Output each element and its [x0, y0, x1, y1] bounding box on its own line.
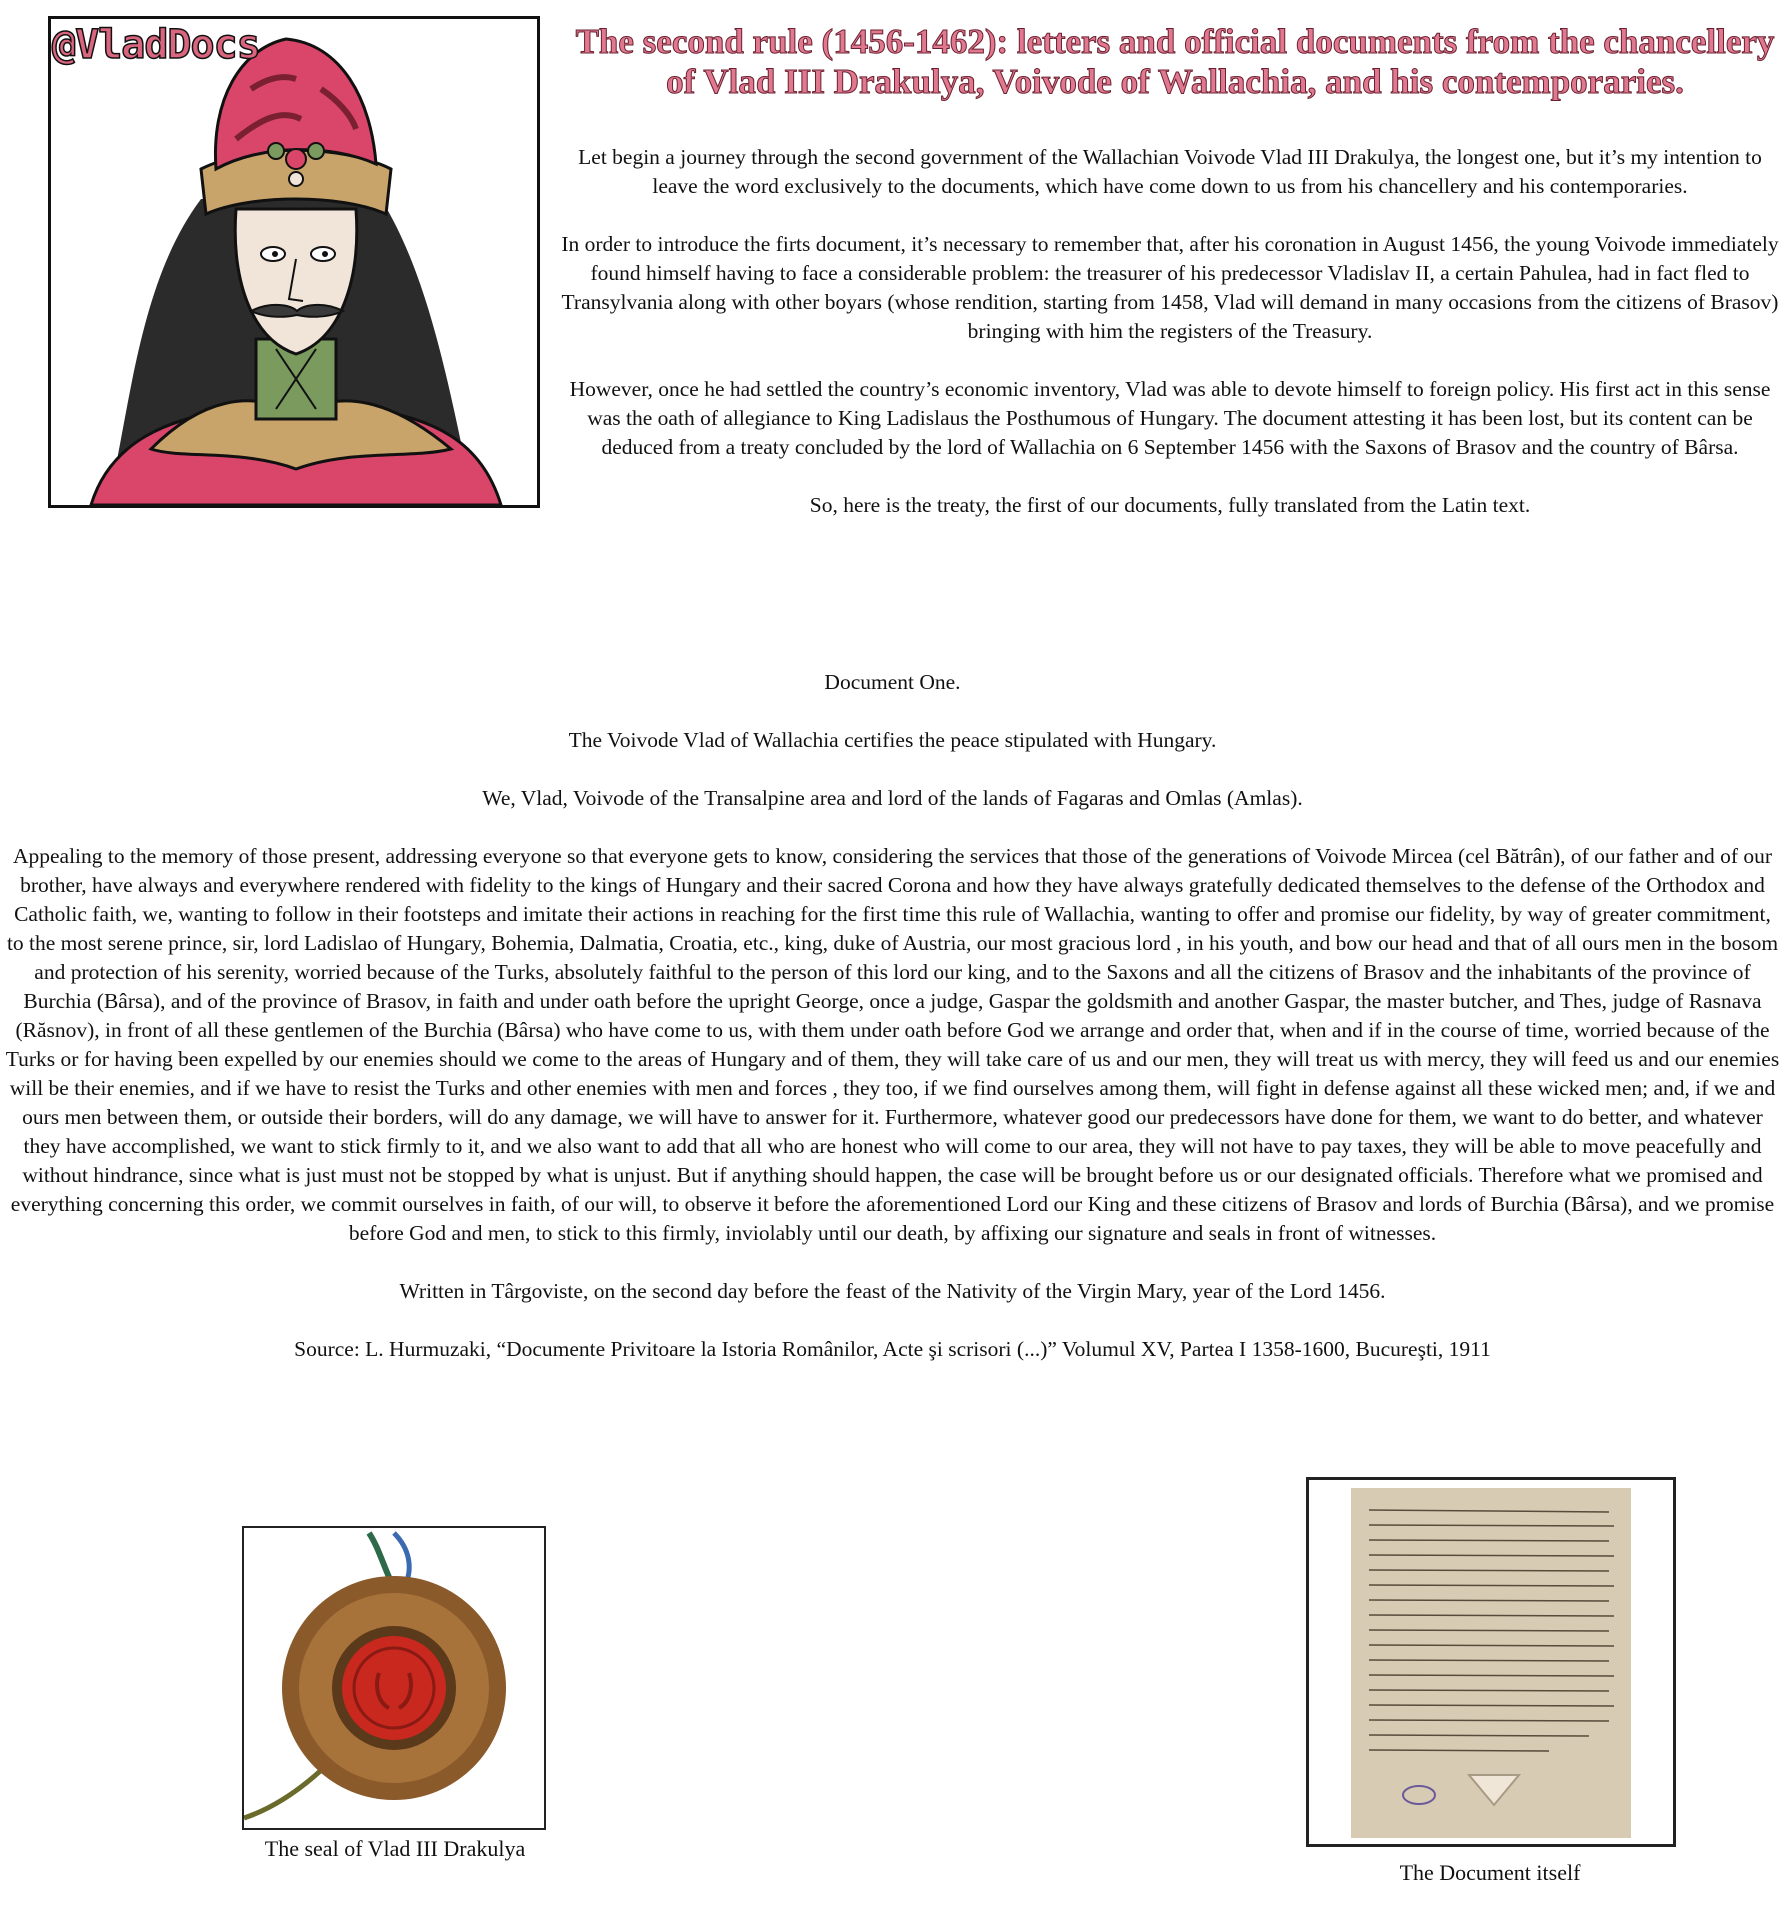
document-subtitle: The Voivode Vlad of Wallachia certifies the peace stipulated with Hungary. — [568, 728, 1217, 752]
intro-paragraph: However, once he had settled the country’s economic inventory, Vlad was able to devote himself to foreign policy. His first act in this sense was the oath of allegiance to King Ladislaus the Posthumous of Hungary. The document attesting it has been lost, but its content can be deduced from a treaty concluded by the lord of Wallachia on 6 September 1456 with the Saxons of Brasov and the country of Bârsa. — [569, 377, 1771, 459]
intro-paragraph: In order to introduce the firts document, it’s necessary to remember that, after his coronation in August 1456, the young Voivode immediately found himself having to face a considerable problem: the treasurer of his predecessor Vladislav II, a certain Pahulea, had in fact fled to Transylvania along with other boyars (whose rendition, starting from 1458, Vlad will demand in many occasions from the citizens of Brasov) bringing with him the registers of the Treasury. — [561, 232, 1779, 343]
intro-text — [560, 143, 1780, 549]
document-heading: Document One. — [824, 670, 961, 694]
page-title: The second rule (1456-1462): letters and official documents from the chancellery of Vlad III Drakulya, Voivode of Wallachia, and his contemporaries. — [575, 22, 1775, 101]
document-caption: The Document itself — [1399, 1860, 1581, 1885]
seal-caption: The seal of Vlad III Drakulya — [264, 1836, 526, 1861]
portrait-illustration — [48, 16, 540, 508]
document-opening: We, Vlad, Voivode of the Transalpine area and lord of the lands of Fagaras and Omlas (Amlas). — [482, 786, 1303, 810]
watermark-logo: @VladDocs — [52, 22, 260, 68]
document-closing: Written in Târgoviste, on the second day before the feast of the Nativity of the Virgin Mary, year of the Lord 1456. — [399, 1279, 1386, 1303]
vlad-portrait-drawing — [51, 19, 537, 505]
manuscript-drawing — [1309, 1480, 1673, 1844]
document-source: Source: L. Hurmuzaki, “Documente Privitoare la Istoria Românilor, Acte şi scrisori (...)” Volumul XV, Partea I 1358-1600, Bucureşti, 1911 — [294, 1337, 1491, 1361]
wax-seal-drawing — [244, 1528, 544, 1828]
intro-paragraph: So, here is the treaty, the first of our documents, fully translated from the Latin text. — [809, 493, 1531, 517]
document-body: Appealing to the memory of those present, addressing everyone so that everyone gets to know, considering the services that those of the generations of Voivode Mircea (cel Bătrân), of our father and of our brother, have always and everywhere rendered with fidelity to the kings of Hungary and their sacred Corona and how they have always gratefully dedicated themselves to the defense of the Orthodox and Catholic faith, we, wanting to follow in their footsteps and imitate their actions in reaching for the first time this rule of Wallachia, wanting to offer and promise our fidelity, by way of greater commitment, to the most serene prince, sir, lord Ladislao of Hungary, Bohemia, Dalmatia, Croatia, etc., king, duke of Austria, our most gracious lord , in his youth, and bow our head and that of all ours men in the bosom and protection of his serenity, worried because of the Turks, absolutely faithful to the person of this lord our king, and to the Saxons and all the citizens of Brasov and the inhabitants of the province of Burchia (Bârsa), and of the province of Brasov, in faith and under oath before the upright George, once a judge, Gaspar the goldsmith and another Gaspar, the master butcher, and Thes, judge of Rasnava (Răsnov), in front of all these gentlemen of the Burchia (Bârsa) who have come to us, with them under oath before God we arrange and order that, when and if in the course of time, worried because of the Turks or for having been expelled by our enemies should we come to the areas of Hungary and of them, they will take care of us and our men, they will treat us with mercy, they will feed us and our enemies will be their enemies, and if we have to resist the Turks and other enemies with men and forces , they too, if we find ourselves among them, will fight in defense against all these wicked men; and, if we and ours men between them, or outside their borders, will do any damage, we will have to answer for it. Furthermore, whatever good our predecessors have done for them, we want to do better, and whatever they have accomplished, we want to stick firmly to it, and we also want to add that all who are honest who will come to our area, they will not have to pay taxes, they will be able to move peacefully and without hindrance, since what is just must not be stopped by what is unjust. But if anything should happen, the case will be brought before us or our designated officials. Therefore what we promised and everything concerning this order, we commit ourselves in faith, of our will, to observe it before the aforementioned Lord our King and these citizens of Brasov and lords of Burchia (Bârsa), and we promise before God and men, to stick to this firmly, inviolably until our death, by affixing our signature and seals in front of witnesses. — [5, 844, 1780, 1245]
document-transcription — [0, 668, 1785, 1393]
original-document-image — [1306, 1477, 1676, 1847]
seal-image — [242, 1526, 546, 1830]
intro-paragraph: Let begin a journey through the second government of the Wallachian Voivode Vlad III Drakulya, the longest one, but it’s my intention to leave the word exclusively to the documents, which have come down to us from his chancellery and his contemporaries. — [578, 145, 1762, 198]
